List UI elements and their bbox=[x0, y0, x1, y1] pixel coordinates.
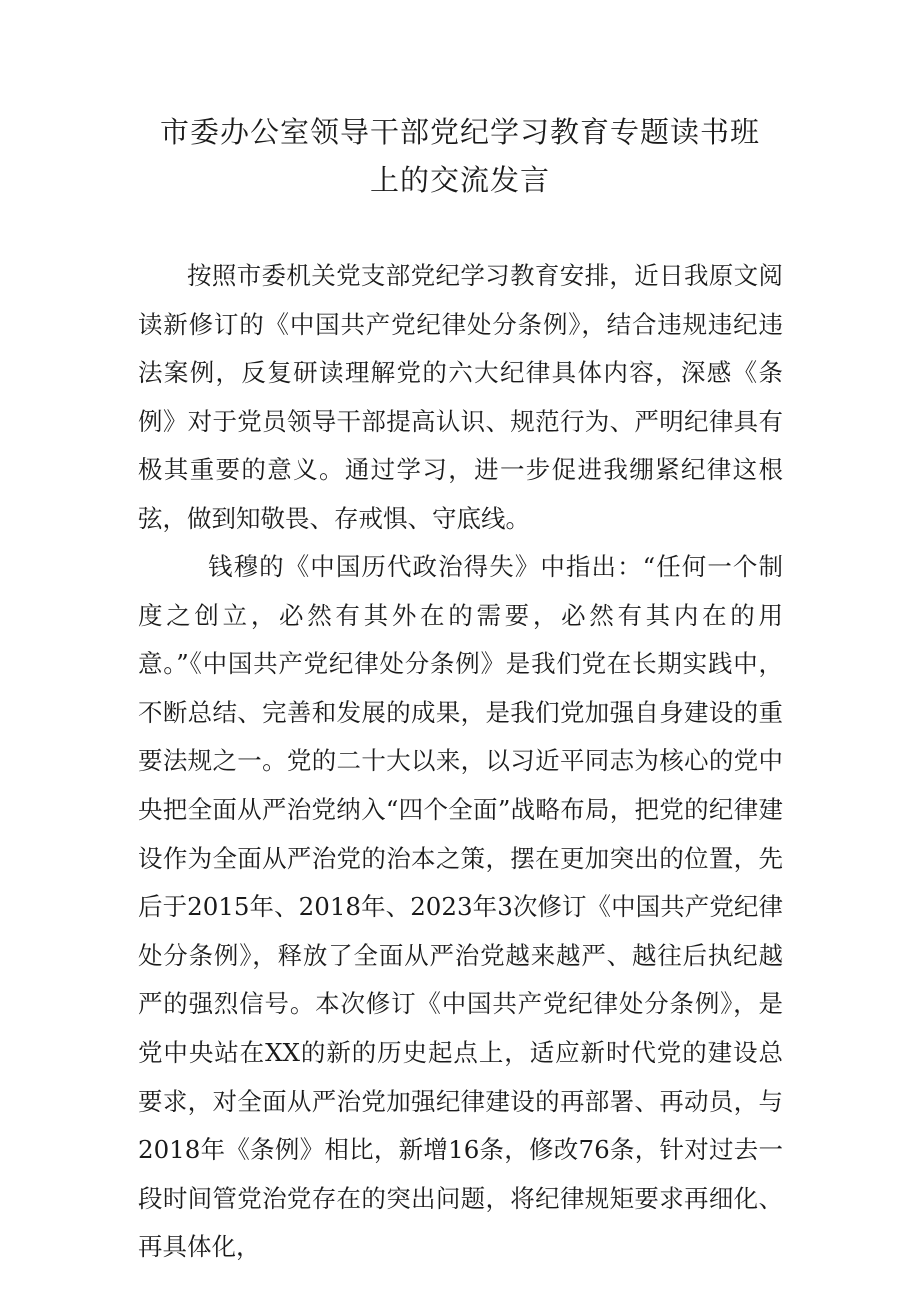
title-line-2: 上的交流发言 bbox=[369, 163, 550, 197]
paragraph-1: 按照市委机关党支部党纪学习教育安排，近日我原文阅读新修订的《中国共产党纪律处分条例》，结合违规违纪违法案例，反复研读理解党的六大纪律具体内容，深感《条例》对于党员领导干部提高认识、规范行为、严明纪律具有极其重要的意义。通过学习，进一步促进我绷紧纪律这根弦，做到知敬畏、存戒惧、守底线。 bbox=[138, 261, 783, 533]
title-line-1: 市委办公室领导干部党纪学习教育专题读书班 bbox=[159, 115, 760, 149]
paragraph-2: 钱穆的《中国历代政治得失》中指出：“任何一个制度之创立，必然有其外在的需要，必然有其内在的用意。”《中国共产党纪律处分条例》是我们党在长期实践中，不断总结、完善和发展的成果，是我们党加强自身建设的重要法规之一。党的二十大以来，以习近平同志为核心的党中央把全面从严治党纳入“四个全面”战略布局，把党的纪律建设作为全面从严治党的治本之策，摆在更加突出的位置，先后于2015年、2018年、2023年3次修订《中国共产党纪律处分条例》，释放了全面从严治党越来越严、越往后执纪越严的强烈信号。本次修订《中国共产党纪律处分条例》，是党中央站在XX的新的历史起点上，适应新时代党的建设总要求，对全面从严治党加强纪律建设的再部署、再动员，与2018年《条例》相比，新增16条，修改76条，针对过去一段时间管党治党存在的突出问题，将纪律规矩要求再细化、再具体化， bbox=[138, 552, 783, 1262]
document-title bbox=[120, 108, 800, 204]
